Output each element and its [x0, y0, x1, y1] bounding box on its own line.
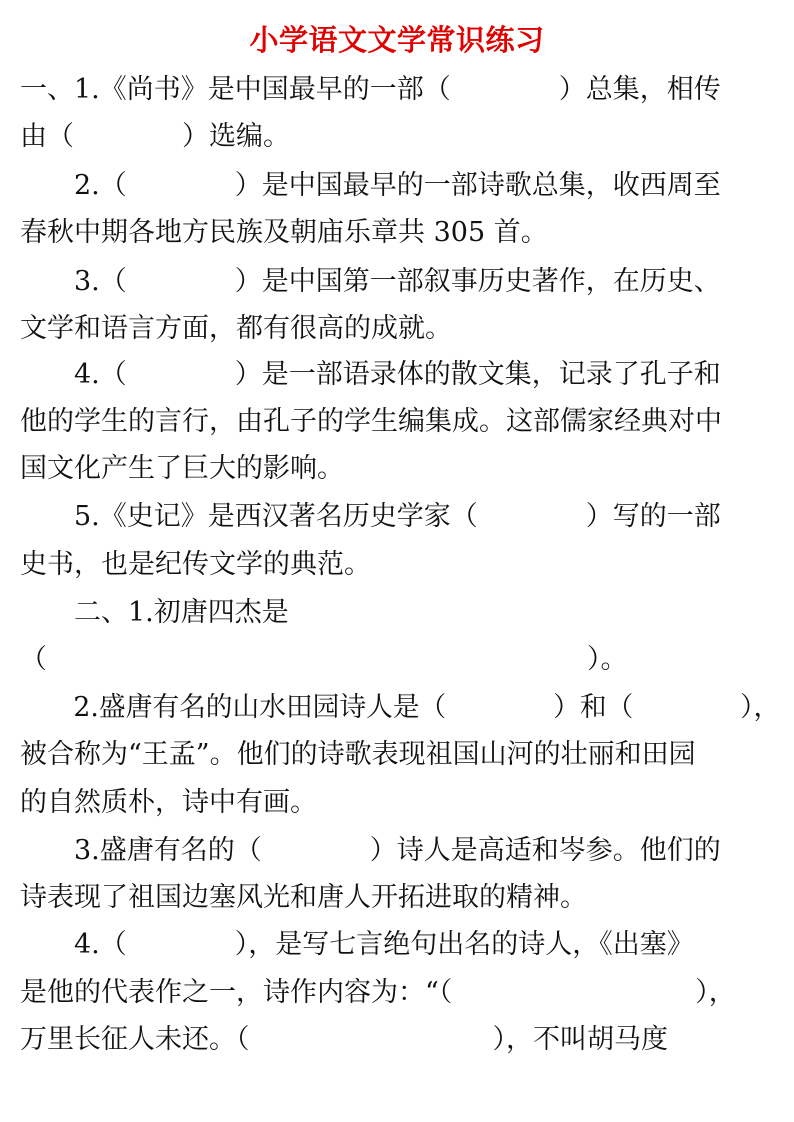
- text-line: 4.（ ）是一部语录体的散文集，记录了孔子和: [20, 359, 721, 390]
- text-line: 2.（ ）是中国最早的一部诗歌总集，收西周至: [20, 170, 721, 201]
- text-line: 国文化产生了巨大的影响。: [20, 453, 344, 484]
- text-line: 诗表现了祖国边塞风光和唐人开拓进取的精神。: [20, 882, 587, 913]
- text-line: 文学和语言方面，都有很高的成就。: [20, 313, 452, 344]
- text-line: 2.盛唐有名的山水田园诗人是（ ）和（ ），: [20, 692, 781, 723]
- text-line: 5.《史记》是西汉著名历史学家（ ）写的一部: [20, 501, 721, 532]
- text-line: 由（ ）选编。: [20, 121, 290, 152]
- text-line: 万里长征人未还。（ ），不叫胡马度: [20, 1024, 668, 1055]
- text-line: 史书，也是纪传文学的典范。: [20, 549, 371, 580]
- text-line: 3.（ ）是中国第一部叙事历史著作，在历史、: [20, 266, 721, 297]
- text-line: 4.（ ），是写七言绝句出名的诗人，《出塞》: [20, 929, 694, 960]
- document-title: 小学语文文学常识练习: [249, 23, 545, 57]
- text-line: 一、1.《尚书》是中国最早的一部（ ）总集，相传: [20, 74, 721, 105]
- text-line: 被合称为“王孟”。他们的诗歌表现祖国山河的壮丽和田园: [20, 739, 696, 770]
- text-line: 的自然质朴，诗中有画。: [20, 787, 317, 818]
- text-line: 春秋中期各地方民族及朝庙乐章共 305 首。: [20, 217, 548, 248]
- text-line: 二、1.初唐四杰是: [20, 597, 289, 628]
- text-line: 是他的代表作之一，诗作内容为：“（ ），: [20, 977, 736, 1008]
- text-line: 他的学生的言行，由孔子的学生编集成。这部儒家经典对中: [20, 406, 722, 437]
- text-line: （ ）。: [20, 644, 628, 675]
- text-line: 3.盛唐有名的（ ）诗人是高适和岑参。他们的: [20, 835, 721, 866]
